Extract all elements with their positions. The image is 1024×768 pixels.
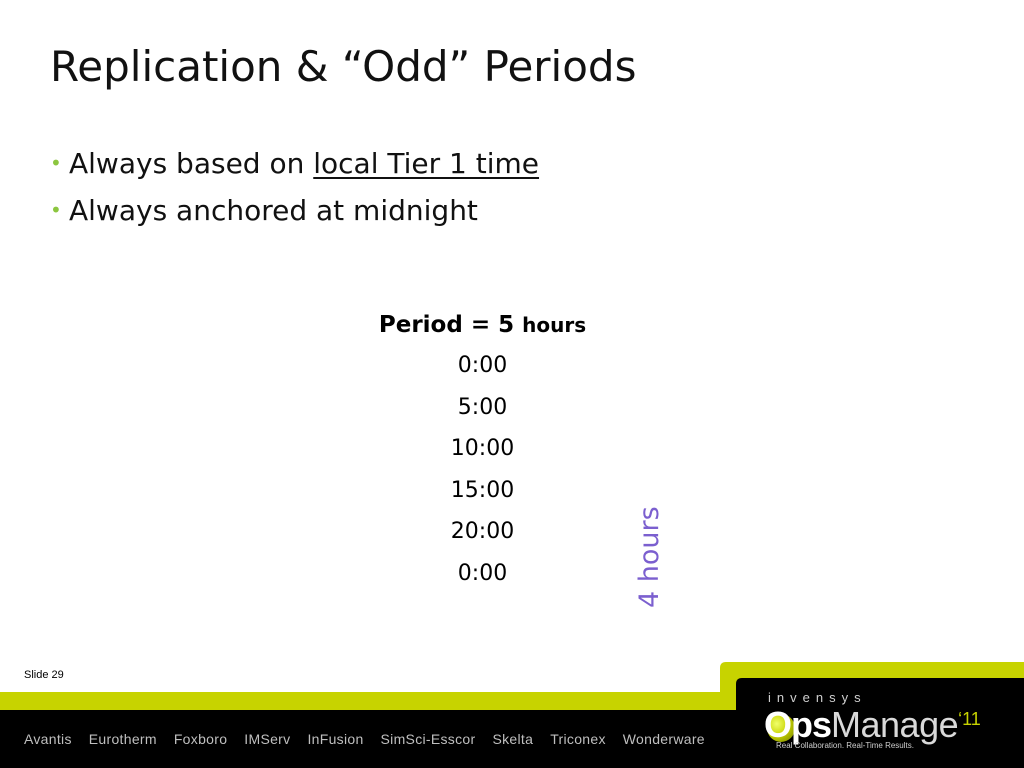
bullet-list [50, 140, 539, 234]
period-row: 20:00 [450, 519, 515, 544]
period-row: 10:00 [450, 436, 515, 461]
bullet-dot-icon: • [50, 198, 62, 222]
bullet-item [50, 140, 539, 187]
period-row: 0:00 [457, 353, 508, 378]
period-row: 5:00 [457, 394, 508, 420]
brand-name: Wonderware [622, 731, 705, 747]
brand-name: InFusion [307, 731, 364, 747]
product-name-part1: Ops [764, 704, 832, 745]
product-year: ‘11 [958, 709, 981, 729]
brand-name: SimSci-Esscor [380, 731, 476, 747]
bullet-dot-icon: • [50, 151, 62, 175]
duration-annotation: 4 hours [634, 506, 665, 608]
period-table-header [330, 305, 635, 345]
period-header-unit: hours [522, 313, 587, 337]
period-row: 15:00 [450, 477, 515, 503]
period-row: 0:00 [457, 560, 508, 586]
period-table [330, 305, 635, 594]
slide-number: Slide 29 [24, 669, 64, 681]
product-tagline: Real Collaboration. Real-Time Results. [776, 741, 914, 750]
brand-name: Avantis [24, 731, 72, 747]
company-logo-text: invensys [768, 690, 867, 705]
period-header-main: Period = 5 [378, 312, 515, 338]
bullet-item [50, 187, 539, 234]
brand-name: Skelta [492, 731, 534, 747]
brand-name: Triconex [550, 731, 606, 747]
brand-list [24, 731, 705, 747]
bullet-text: Always anchored at midnight [69, 194, 478, 227]
product-name [764, 704, 981, 746]
product-name-part2: Manage [831, 704, 959, 745]
bullet-text: Always based on [69, 147, 314, 180]
brand-name: Eurotherm [88, 731, 157, 747]
opsmanage-logo [764, 690, 1014, 760]
slide-title: Replication & “Odd” Periods [50, 42, 637, 91]
brand-name: Foxboro [173, 731, 228, 747]
brand-name: IMServ [244, 731, 291, 747]
bullet-underlined-text: local Tier 1 time [313, 147, 540, 180]
